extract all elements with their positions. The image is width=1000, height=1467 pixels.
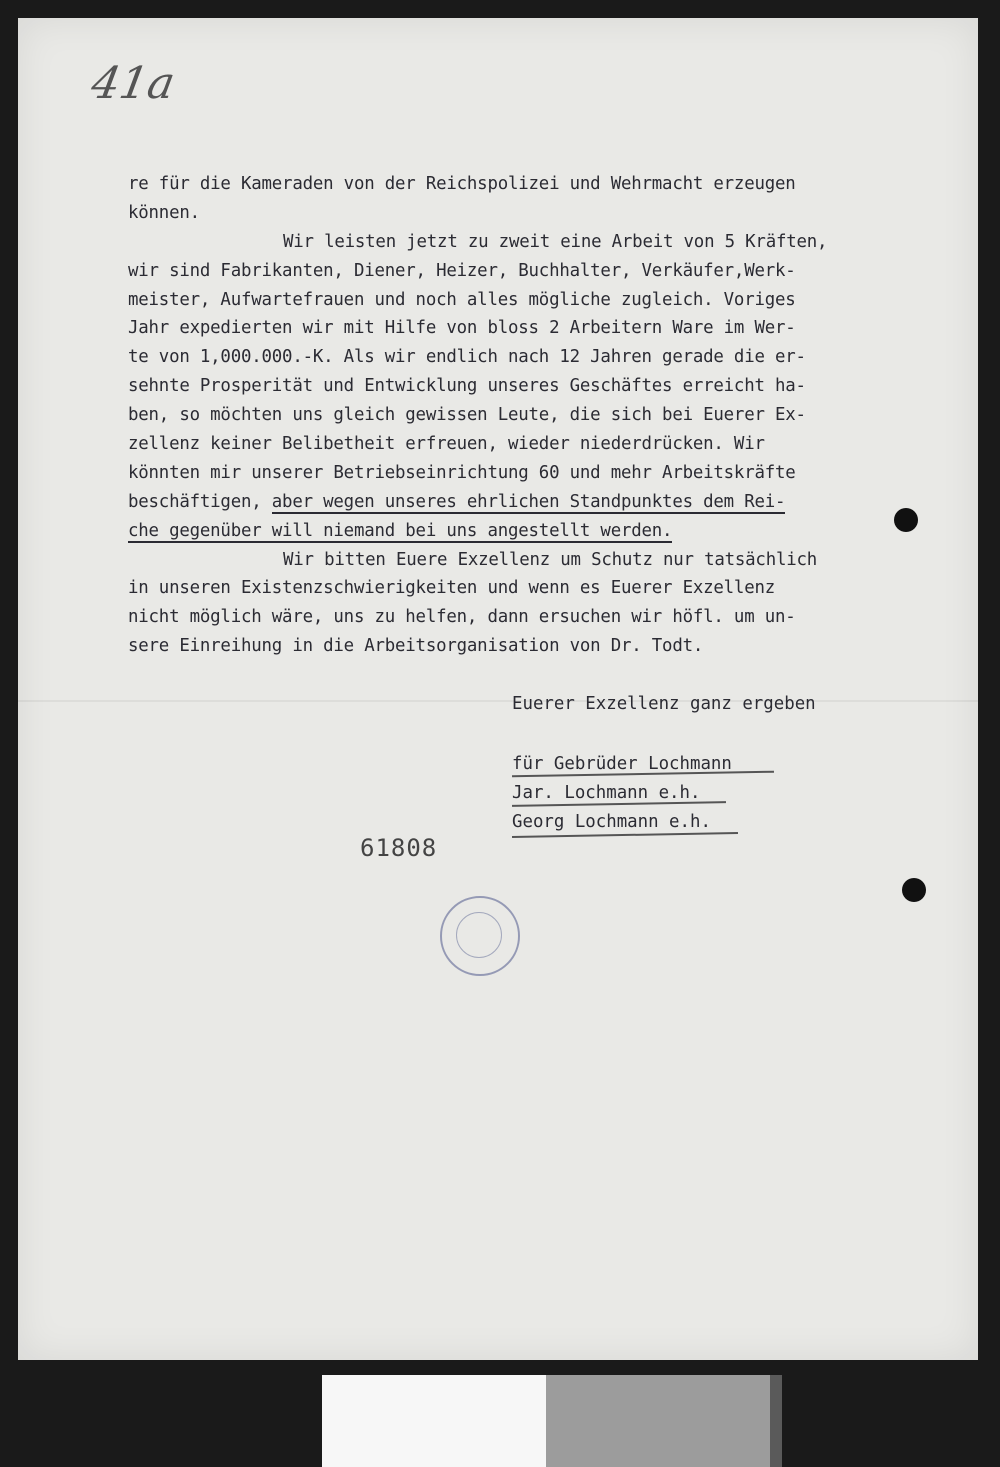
body-line: Wir bitten Euere Exzellenz um Schutz nur tatsächlich — [283, 549, 818, 570]
underlined-text: che gegenüber will niemand bei uns angestellt werden. — [128, 520, 673, 541]
letter-body — [128, 170, 908, 661]
body-line: in unseren Existenzschwierigkeiten und wenn es Euerer Exzellenz — [128, 578, 776, 599]
body-line — [128, 517, 908, 546]
body-line: nicht möglich wäre, uns zu helfen, dann ersuchen wir höfl. um un- — [128, 607, 796, 628]
punch-hole — [902, 878, 926, 902]
signature-line: für Gebrüder Lochmann — [512, 754, 732, 774]
body-line: Wir leisten jetzt zu zweit eine Arbeit von 5 Kräften, — [283, 231, 828, 252]
color-calibration-dark — [770, 1375, 782, 1467]
punch-hole — [894, 508, 918, 532]
body-line: wir sind Fabrikanten, Diener, Heizer, Buchhalter, Verkäufer,Werk- — [128, 260, 796, 281]
body-line: re für die Kameraden von der Reichspolizei und Wehrmacht erzeugen — [128, 174, 796, 194]
color-calibration-white — [322, 1375, 546, 1467]
body-line: zellenz keiner Belibetheit erfreuen, wieder niederdrücken. Wir — [128, 434, 765, 455]
signature-line: Georg Lochmann e.h. — [512, 812, 711, 832]
body-line: meister, Aufwartefrauen und noch alles mögliche zugleich. Voriges — [128, 289, 796, 310]
body-line: te von 1,000.000.-K. Als wir endlich nach 12 Jahren gerade die er- — [128, 347, 806, 368]
body-text: beschäftigen, — [128, 491, 272, 512]
archive-number: 61808 — [360, 834, 438, 862]
signature-line: Jar. Lochmann e.h. — [512, 783, 701, 803]
page-fold — [18, 700, 978, 702]
body-line: sere Einreihung in die Arbeitsorganisation von Dr. Todt. — [128, 636, 704, 657]
color-calibration-gray — [546, 1375, 770, 1467]
underlined-text: aber wegen unseres ehrlichen Standpunktes dem Rei- — [271, 491, 786, 512]
closing-formula: Euerer Exzellenz ganz ergeben — [512, 694, 816, 714]
body-line: Jahr expedierten wir mit Hilfe von bloss 2 Arbeitern Ware im Wer- — [128, 318, 796, 339]
body-line: könnten mir unserer Betriebseinrichtung 60 und mehr Arbeitskräfte — [128, 462, 796, 483]
handwritten-folio-note: 41a — [87, 58, 179, 109]
body-line — [128, 488, 908, 517]
body-line: sehnte Prosperität und Entwicklung unseres Geschäftes erreicht ha- — [128, 376, 806, 397]
official-stamp — [440, 896, 520, 976]
body-line: können. — [128, 202, 200, 223]
body-line: ben, so möchten uns gleich gewissen Leute, die sich bei Euerer Ex- — [128, 405, 806, 426]
